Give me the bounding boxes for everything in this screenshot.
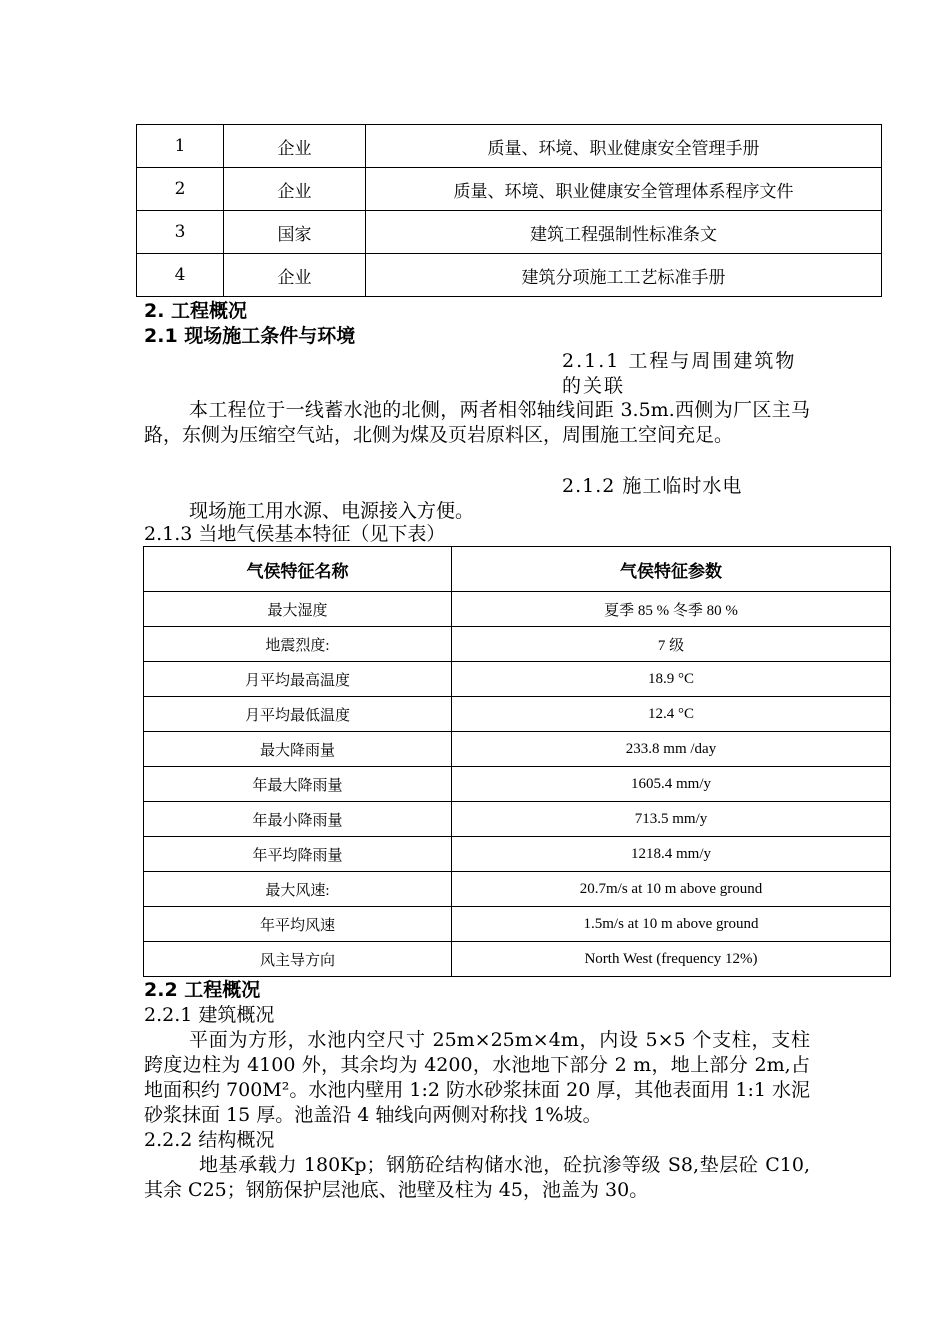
row-number: 1: [137, 125, 224, 168]
section-2-2-2-body: 地基承载力 180Kp；钢筋砼结构储水池，砼抗渗等级 S8,垫层砼 C10,其余 C25；钢筋保护层池底、池壁及柱为 45，池盖为 30。: [144, 1154, 810, 1201]
section-2-1-2-heading: 2.1.2 施工临时水电: [562, 475, 743, 497]
table-row: [137, 125, 882, 168]
table-row: [137, 254, 882, 297]
climate-name: 地震烈度:: [144, 627, 452, 662]
table-row: [144, 942, 891, 977]
section-2-heading: 2. 工程概况: [144, 300, 248, 322]
table-row: [144, 697, 891, 732]
table-row: [144, 592, 891, 627]
climate-value: North West (frequency 12%): [452, 942, 891, 977]
section-2-2-heading: 2.2 工程概况: [144, 979, 261, 1001]
table-header-row: [144, 547, 891, 592]
climate-table: [143, 546, 891, 977]
row-level: 企业: [224, 254, 366, 297]
row-document-name: 建筑工程强制性标准条文: [366, 211, 882, 254]
section-2-1-1-heading: 2.1.1 工程与周围建筑物的关联: [562, 350, 797, 397]
reference-standards-table: [136, 124, 882, 297]
climate-name: 月平均最高温度: [144, 662, 452, 697]
climate-value: 7 级: [452, 627, 891, 662]
row-level: 企业: [224, 125, 366, 168]
climate-value: 12.4 °C: [452, 697, 891, 732]
row-number: 2: [137, 168, 224, 211]
climate-name: 风主导方向: [144, 942, 452, 977]
section-2-1-1-body: 本工程位于一线蓄水池的北侧，两者相邻轴线间距 3.5m.西侧为厂区主马路，东侧为压缩空气站，北侧为煤及页岩原料区，周围施工空间充足。: [144, 399, 810, 446]
row-document-name: 建筑分项施工工艺标准手册: [366, 254, 882, 297]
column-header-value: 气侯特征参数: [452, 547, 891, 592]
climate-value: 1218.4 mm/y: [452, 837, 891, 872]
table-row: [144, 732, 891, 767]
climate-name: 年最大降雨量: [144, 767, 452, 802]
climate-value: 713.5 mm/y: [452, 802, 891, 837]
climate-name: 年平均风速: [144, 907, 452, 942]
climate-value: 1605.4 mm/y: [452, 767, 891, 802]
table-row: [144, 627, 891, 662]
column-header-name: 气侯特征名称: [144, 547, 452, 592]
climate-name: 年平均降雨量: [144, 837, 452, 872]
climate-name: 年最小降雨量: [144, 802, 452, 837]
row-level: 企业: [224, 168, 366, 211]
table-row: [144, 802, 891, 837]
section-2-1-heading: 2.1 现场施工条件与环境: [144, 325, 356, 347]
climate-name: 最大风速:: [144, 872, 452, 907]
table-row: [144, 837, 891, 872]
table-row: [144, 907, 891, 942]
row-document-name: 质量、环境、职业健康安全管理手册: [366, 125, 882, 168]
section-2-1-2-body: 现场施工用水源、电源接入方便。: [189, 500, 475, 522]
climate-value: 18.9 °C: [452, 662, 891, 697]
section-2-2-2-heading: 2.2.2 结构概况: [144, 1129, 275, 1151]
table-row: [144, 767, 891, 802]
row-level: 国家: [224, 211, 366, 254]
section-2-2-1-body: 平面为方形，水池内空尺寸 25m×25m×4m，内设 5×5 个支柱，支柱跨度边柱为 4100 外，其余均为 4200，水池地下部分 2 m，地上部分 2m,占地面积约 700M²。水池内壁用 1:2 防水砂浆抹面 20 厚，其他表面用 1:1 水泥砂浆抹面 15 厚。池盖沿 4 轴线向两侧对称找 1%坡。: [144, 1029, 810, 1126]
row-number: 4: [137, 254, 224, 297]
climate-value: 1.5m/s at 10 m above ground: [452, 907, 891, 942]
table-row: [137, 211, 882, 254]
row-document-name: 质量、环境、职业健康安全管理体系程序文件: [366, 168, 882, 211]
section-2-1-3-heading: 2.1.3 当地气侯基本特征（见下表）: [144, 523, 446, 545]
row-number: 3: [137, 211, 224, 254]
climate-value: 夏季 85 % 冬季 80 %: [452, 592, 891, 627]
table-row: [144, 872, 891, 907]
climate-value: 20.7m/s at 10 m above ground: [452, 872, 891, 907]
table-row: [144, 662, 891, 697]
table-row: [137, 168, 882, 211]
climate-value: 233.8 mm /day: [452, 732, 891, 767]
climate-name: 最大降雨量: [144, 732, 452, 767]
climate-name: 月平均最低温度: [144, 697, 452, 732]
climate-name: 最大湿度: [144, 592, 452, 627]
section-2-2-1-heading: 2.2.1 建筑概况: [144, 1004, 275, 1026]
